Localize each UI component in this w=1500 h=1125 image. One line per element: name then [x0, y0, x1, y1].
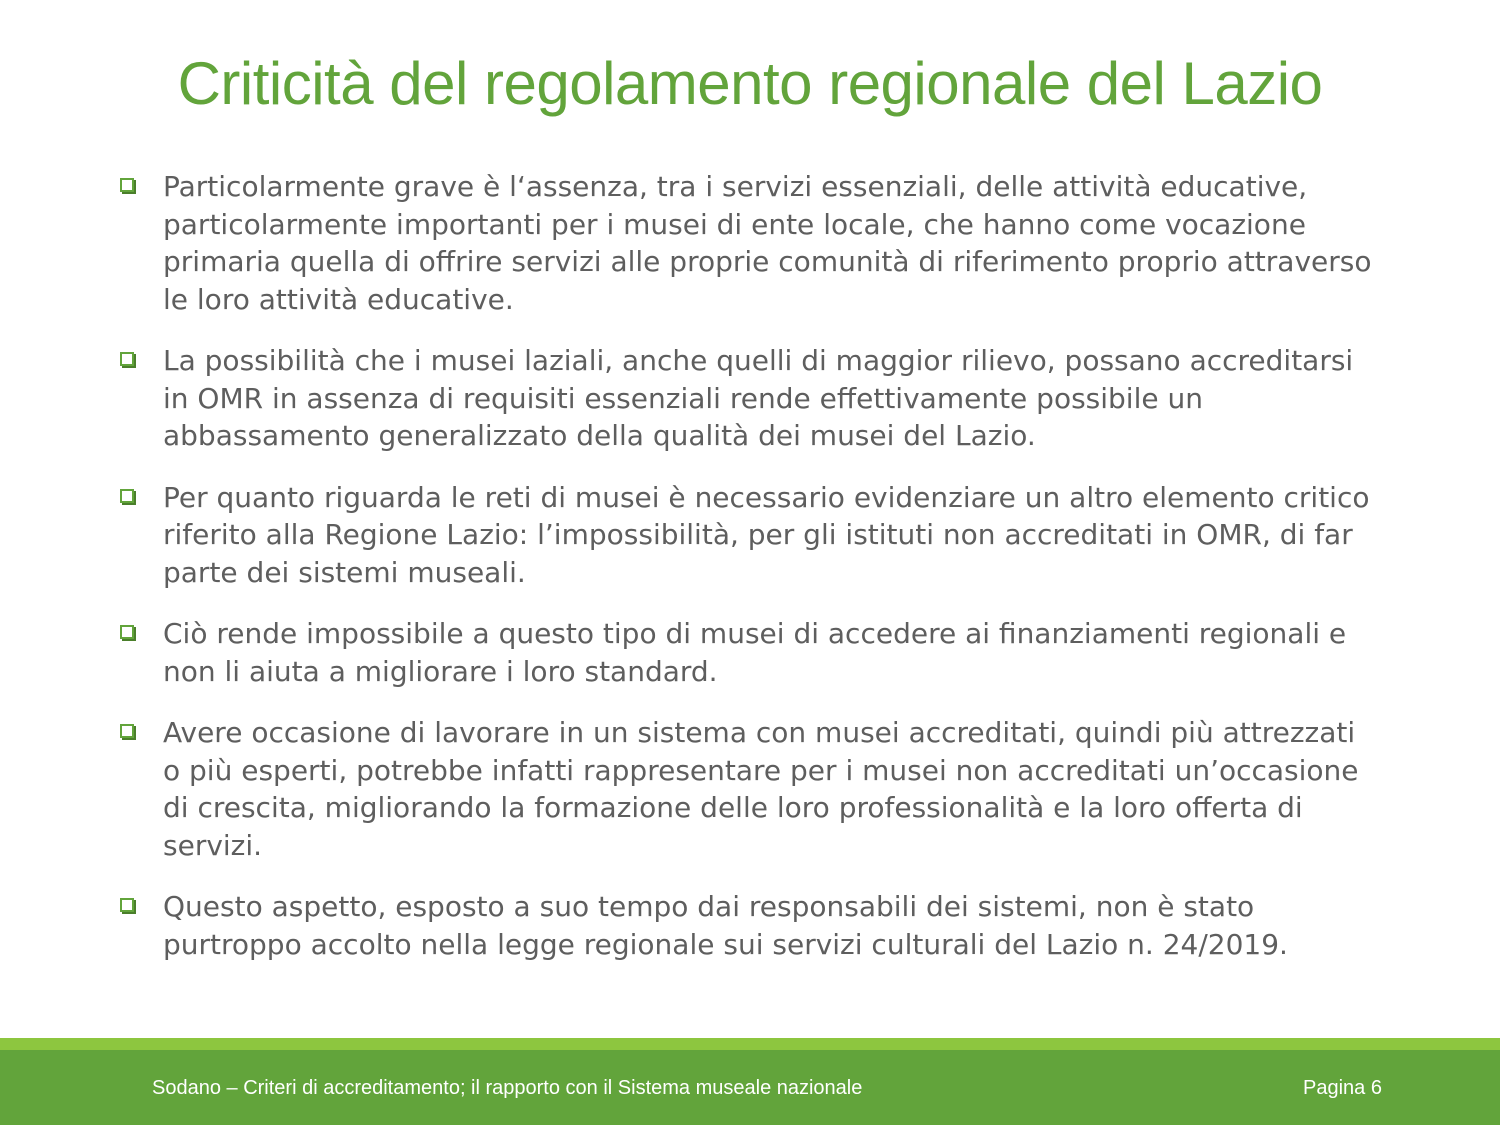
page-number: Pagina 6	[1303, 1077, 1382, 1099]
bullet-text: Questo aspetto, esposto a suo tempo dai responsabili dei sistemi, non è stato purtroppo accolto nella legge regionale sui servizi culturali del Lazio n. 24/2019.	[163, 890, 1288, 961]
slide-title: Criticità del regolamento regionale del Lazio	[177, 50, 1323, 117]
footer-text: Sodano – Criteri di accreditamento; il rapporto con il Sistema museale nazionale	[152, 1077, 863, 1099]
bullet-text: La possibilità che i musei laziali, anche quelli di maggior rilievo, possano accreditarsi in OMR in assenza di requisiti essenziali rende effettivamente possibile un abbassamento generalizzato della qualità dei musei del Lazio.	[163, 344, 1354, 452]
bullet-text: Per quanto riguarda le reti di musei è necessario evidenziare un altro elemento critico riferito alla Regione Lazio: l’impossibilità, per gli istituti non accreditati in OMR, di far parte dei sistemi museali.	[163, 480, 1370, 589]
bullet-item	[117, 888, 1377, 963]
checkbox-square-icon	[120, 625, 134, 639]
checkbox-square-icon	[120, 489, 134, 503]
footer-accent-line	[0, 1038, 1500, 1050]
checkbox-square-icon	[120, 178, 134, 192]
bullet-item	[117, 714, 1377, 864]
bullet-text: Ciò rende impossibile a questo tipo di musei di accedere ai finanziamenti regionali e non li aiuta a migliorare i loro standard.	[163, 617, 1347, 688]
bullet-list	[117, 168, 1377, 987]
bullet-item	[117, 615, 1377, 690]
checkbox-square-icon	[120, 352, 134, 366]
bullet-item	[117, 168, 1377, 318]
bullet-text: Avere occasione di lavorare in un sistema con musei accreditati, quindi più attrezzati o più esperti, potrebbe infatti rappresentare per i musei non accreditati un’occasione di crescita, migliorando la formazione delle loro professionalità e la loro offerta di servizi.	[163, 716, 1359, 862]
bullet-text: Particolarmente grave è l‘assenza, tra i servizi essenziali, delle attività educative, particolarmente importanti per i musei di ente locale, che hanno come vocazione primaria quella di offrire servizi alle proprie comunità di riferimento proprio attraverso le loro attività educative.	[163, 170, 1372, 316]
checkbox-square-icon	[120, 724, 134, 738]
checkbox-square-icon	[120, 898, 134, 912]
bullet-item	[117, 479, 1377, 592]
bullet-item	[117, 342, 1377, 455]
